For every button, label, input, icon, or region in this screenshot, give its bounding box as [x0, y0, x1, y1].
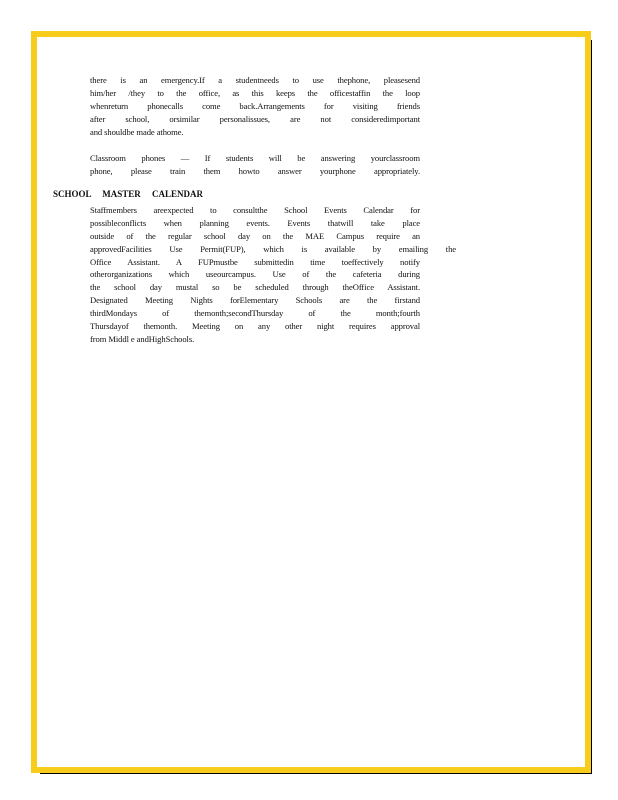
document-page [31, 31, 591, 773]
paragraph-emergency-phone [90, 74, 420, 138]
paragraph-classroom-phones [90, 152, 420, 178]
text-line: whenreturn phonecalls come back.Arrangements for visiting friends [90, 100, 420, 111]
section-heading: SCHOOL MASTER CALENDAR [53, 189, 204, 199]
text-line: outside of the regular school day on the MAE Campus require an [90, 230, 420, 241]
text-line: Designated Meeting Nights forElementary Schools are the firstand [90, 295, 420, 306]
paragraph-master-calendar [90, 204, 456, 346]
text-line: Classroom phones — If students will be answering yourclassroom [90, 153, 420, 163]
text-line: phone, please train them howto answer yourphone appropriately. [90, 165, 420, 176]
text-line: him/her /they to the office, as this keeps the officestaffin the loop [90, 87, 420, 98]
text-line: from Middl e andHighSchools. [90, 333, 195, 344]
text-line: possibleconflicts when planning events. Events thatwill take place [90, 217, 420, 228]
text-line: Thursdayof themonth. Meeting on any other night requires approval [90, 321, 420, 332]
text-line: the school day mustal so be scheduled through theOffice Assistant. [90, 282, 420, 293]
text-line: approvedFacilities Use Permit(FUP), which is available by emailing the [90, 243, 456, 254]
text-line: and shouldbe made athome. [90, 126, 184, 137]
text-line: otherorganizations which useourcampus. Use of the cafeteria during [90, 269, 420, 280]
text-line: thirdMondays of themonth;secondThursday of the month;fourth [90, 308, 420, 319]
text-line: Staffmembers areexpected to consultthe School Events Calendar for [90, 205, 420, 215]
text-line: after school, orsimilar personalissues, are not consideredimportant [90, 113, 420, 124]
text-line: there is an emergency.If a studentneeds to use thephone, pleasesend [90, 75, 420, 85]
text-line: Office Assistant. A FUPmustbe submittedin time toeffectively notify [90, 256, 420, 267]
